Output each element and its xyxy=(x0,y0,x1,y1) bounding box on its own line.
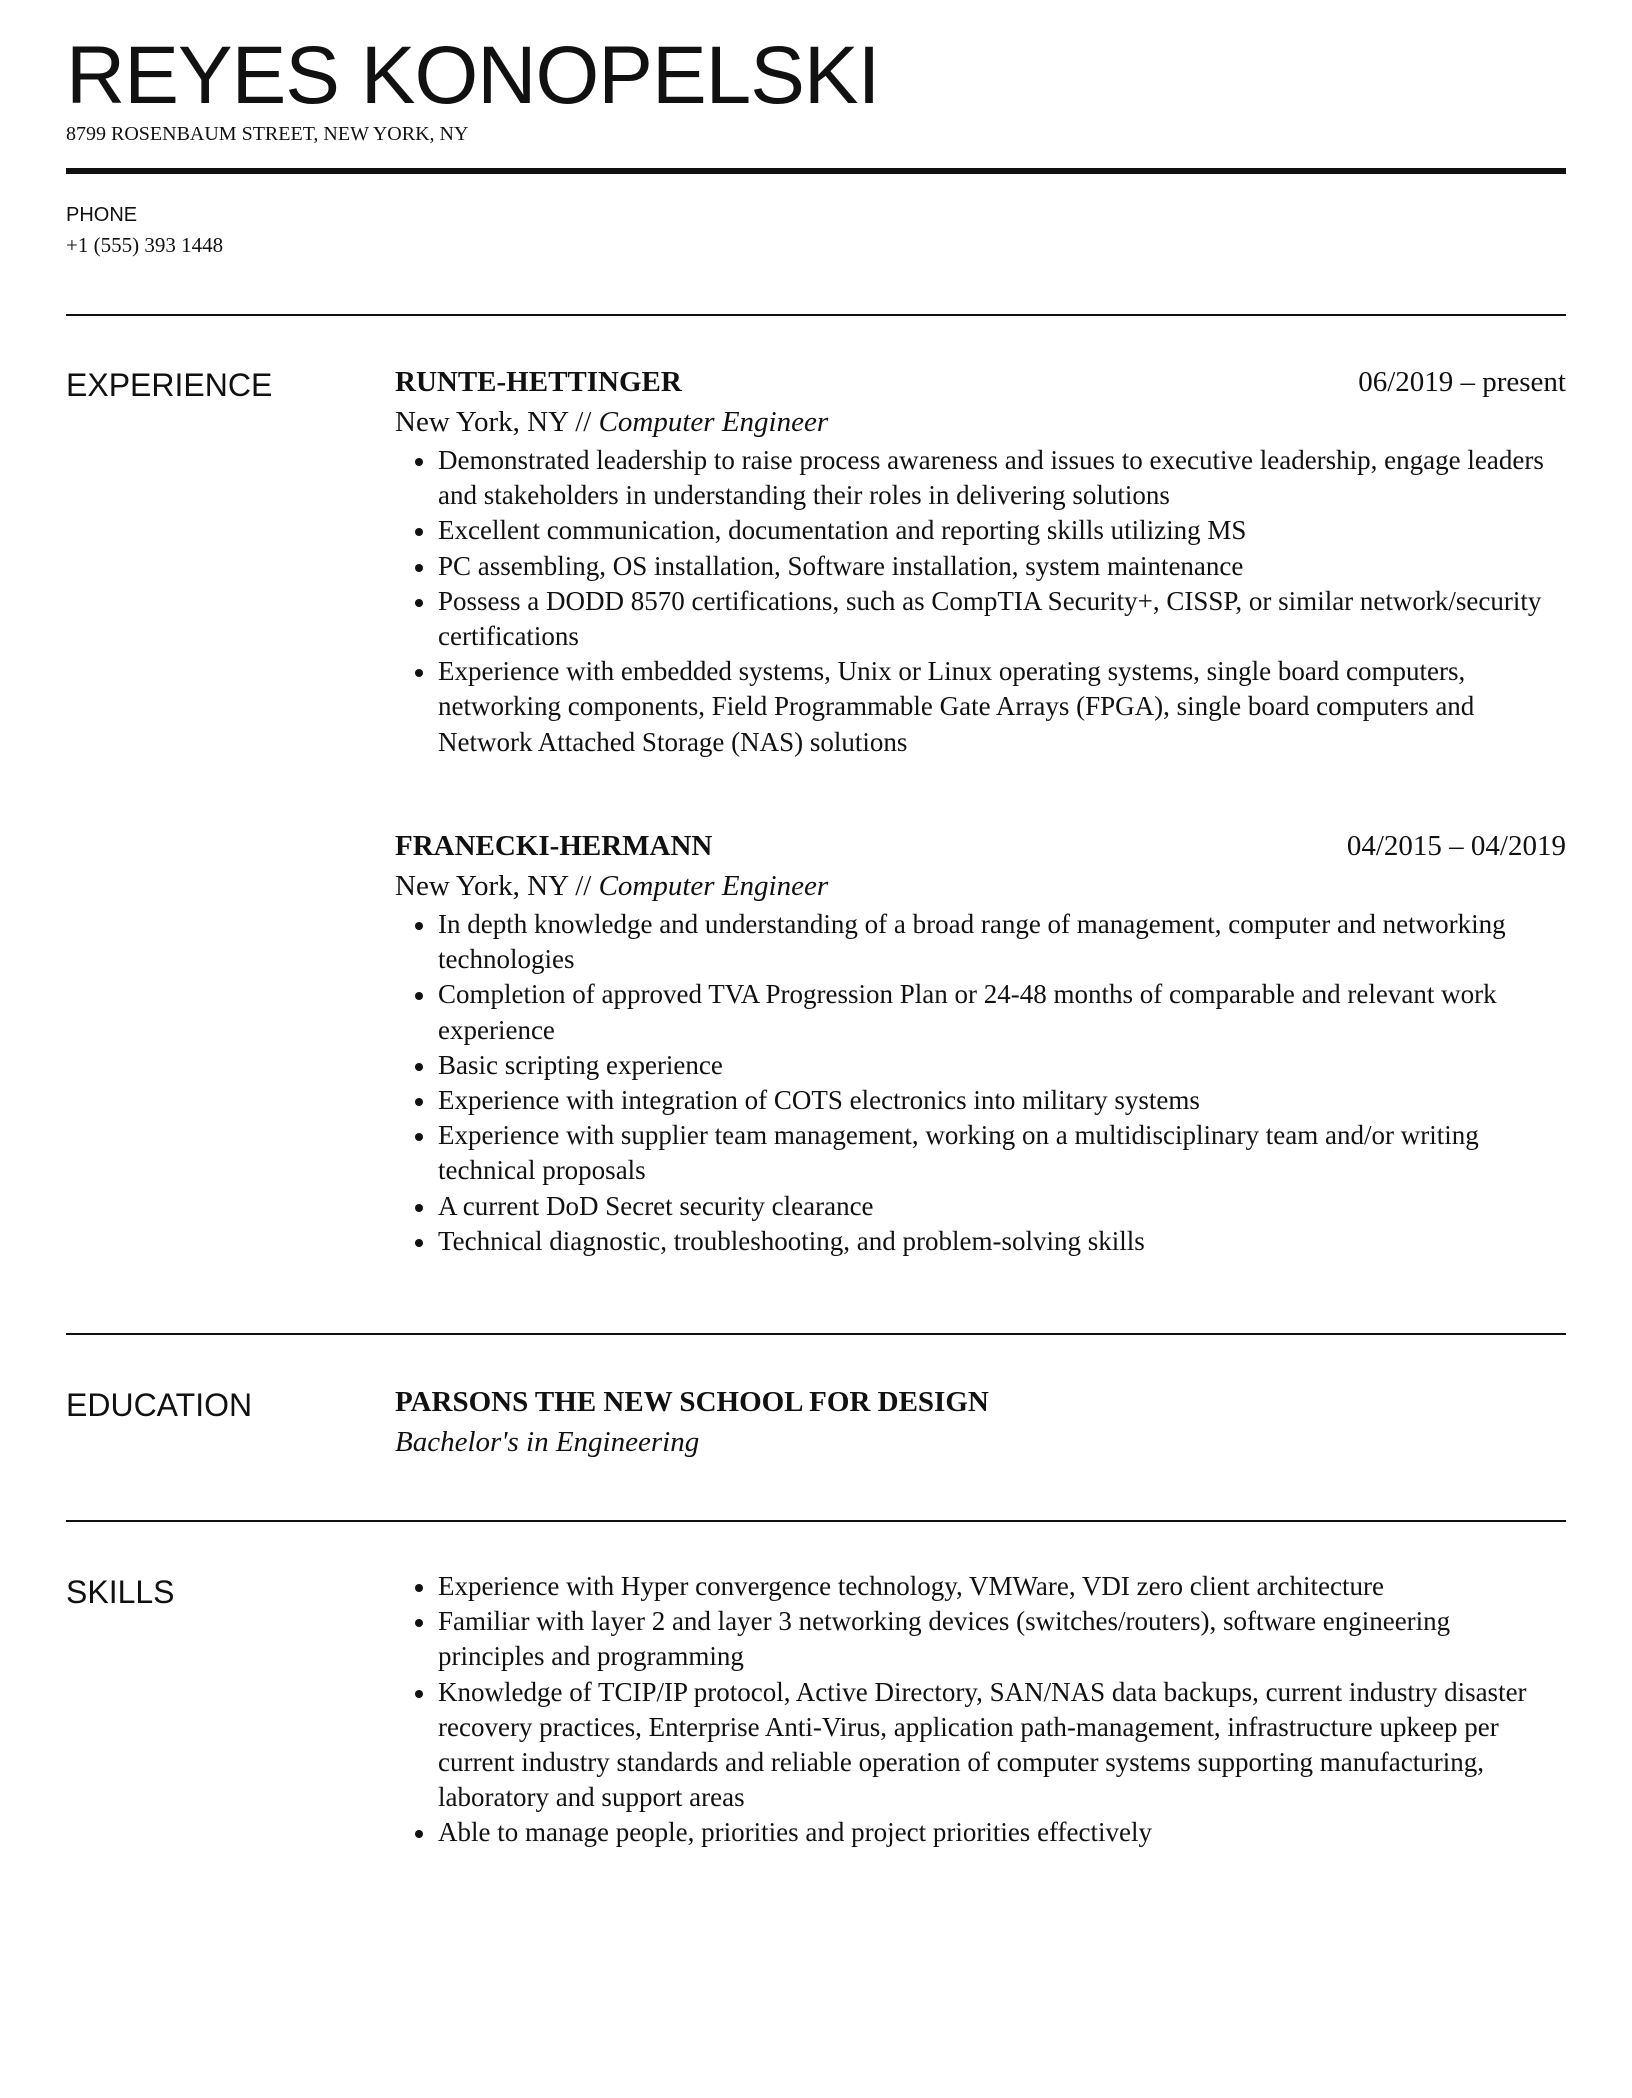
list-item: Familiar with layer 2 and layer 3 networking devices (switches/routers), software engineering principles and programming xyxy=(395,1604,1566,1674)
list-item: In depth knowledge and understanding of a broad range of management, computer and networking technologies xyxy=(395,907,1566,977)
job-company: RUNTE-HETTINGER xyxy=(395,366,682,398)
job-subline xyxy=(395,866,1566,906)
section-divider-education xyxy=(66,1333,1566,1335)
list-item: Basic scripting experience xyxy=(395,1048,1566,1083)
job-entry xyxy=(395,362,1566,760)
list-item: Demonstrated leadership to raise process awareness and issues to executive leadership, engage leaders and stakeholders in understanding their roles in delivering solutions xyxy=(395,443,1566,513)
skills-entry xyxy=(395,1569,1566,1851)
list-item: Experience with supplier team management, working on a multidisciplinary team and/or writing technical proposals xyxy=(395,1118,1566,1188)
list-item: Experience with integration of COTS electronics into military systems xyxy=(395,1083,1566,1118)
job-entry xyxy=(395,826,1566,1259)
job-separator: // xyxy=(567,406,599,438)
phone-label: PHONE xyxy=(66,204,138,226)
list-item: Knowledge of TCIP/IP protocol, Active Directory, SAN/NAS data backups, current industry disaster recovery practices, Enterprise Anti-Virus, application path-management, infrastructure upkeep per current industry standards and reliable operation of computer systems supporting manufacturing, laboratory and support areas xyxy=(395,1675,1566,1816)
job-role: Computer Engineer xyxy=(598,406,829,438)
job-location: New York, NY xyxy=(395,870,568,902)
job-separator: // xyxy=(567,870,599,902)
job-company: FRANECKI-HERMANN xyxy=(395,830,713,862)
school-name: PARSONS THE NEW SCHOOL FOR DESIGN xyxy=(395,1386,989,1418)
list-item: PC assembling, OS installation, Software installation, system maintenance xyxy=(395,549,1566,584)
list-item: Technical diagnostic, troubleshooting, and problem-solving skills xyxy=(395,1224,1566,1259)
job-role: Computer Engineer xyxy=(598,870,829,902)
section-divider-experience xyxy=(66,314,1566,316)
list-item: Experience with Hyper convergence technology, VMWare, VDI zero client architecture xyxy=(395,1569,1566,1604)
skills-list xyxy=(395,1569,1566,1851)
list-item: A current DoD Secret security clearance xyxy=(395,1189,1566,1224)
candidate-address: 8799 ROSENBAUM STREET, NEW YORK, NY xyxy=(66,123,469,145)
job-subline xyxy=(395,402,1566,442)
phone-value: +1 (555) 393 1448 xyxy=(66,233,224,257)
candidate-name: REYES KONOPELSKI xyxy=(66,30,880,121)
job-bullets xyxy=(395,443,1566,760)
list-item: Excellent communication, documentation and reporting skills utilizing MS xyxy=(395,513,1566,548)
education-section-title: EDUCATION xyxy=(66,1387,253,1423)
degree: Bachelor's in Engineering xyxy=(395,1426,700,1458)
skills-section-title: SKILLS xyxy=(66,1574,175,1610)
header-divider xyxy=(66,168,1566,174)
job-location: New York, NY xyxy=(395,406,568,438)
job-bullets xyxy=(395,907,1566,1259)
list-item: Experience with embedded systems, Unix or Linux operating systems, single board computers, networking components, Field Programmable Gate Arrays (FPGA), single board computers and Network Attached Storage (NAS) solutions xyxy=(395,654,1566,760)
job-dates: 06/2019 – present xyxy=(1358,366,1566,398)
list-item: Completion of approved TVA Progression Plan or 24-48 months of comparable and relevant work experience xyxy=(395,977,1566,1047)
education-entry xyxy=(395,1382,1566,1462)
list-item: Able to manage people, priorities and project priorities effectively xyxy=(395,1815,1566,1850)
job-dates: 04/2015 – 04/2019 xyxy=(1346,830,1566,862)
section-divider-skills xyxy=(66,1520,1566,1522)
experience-section-title: EXPERIENCE xyxy=(66,367,273,403)
list-item: Possess a DODD 8570 certifications, such as CompTIA Security+, CISSP, or similar network/security certifications xyxy=(395,584,1566,654)
